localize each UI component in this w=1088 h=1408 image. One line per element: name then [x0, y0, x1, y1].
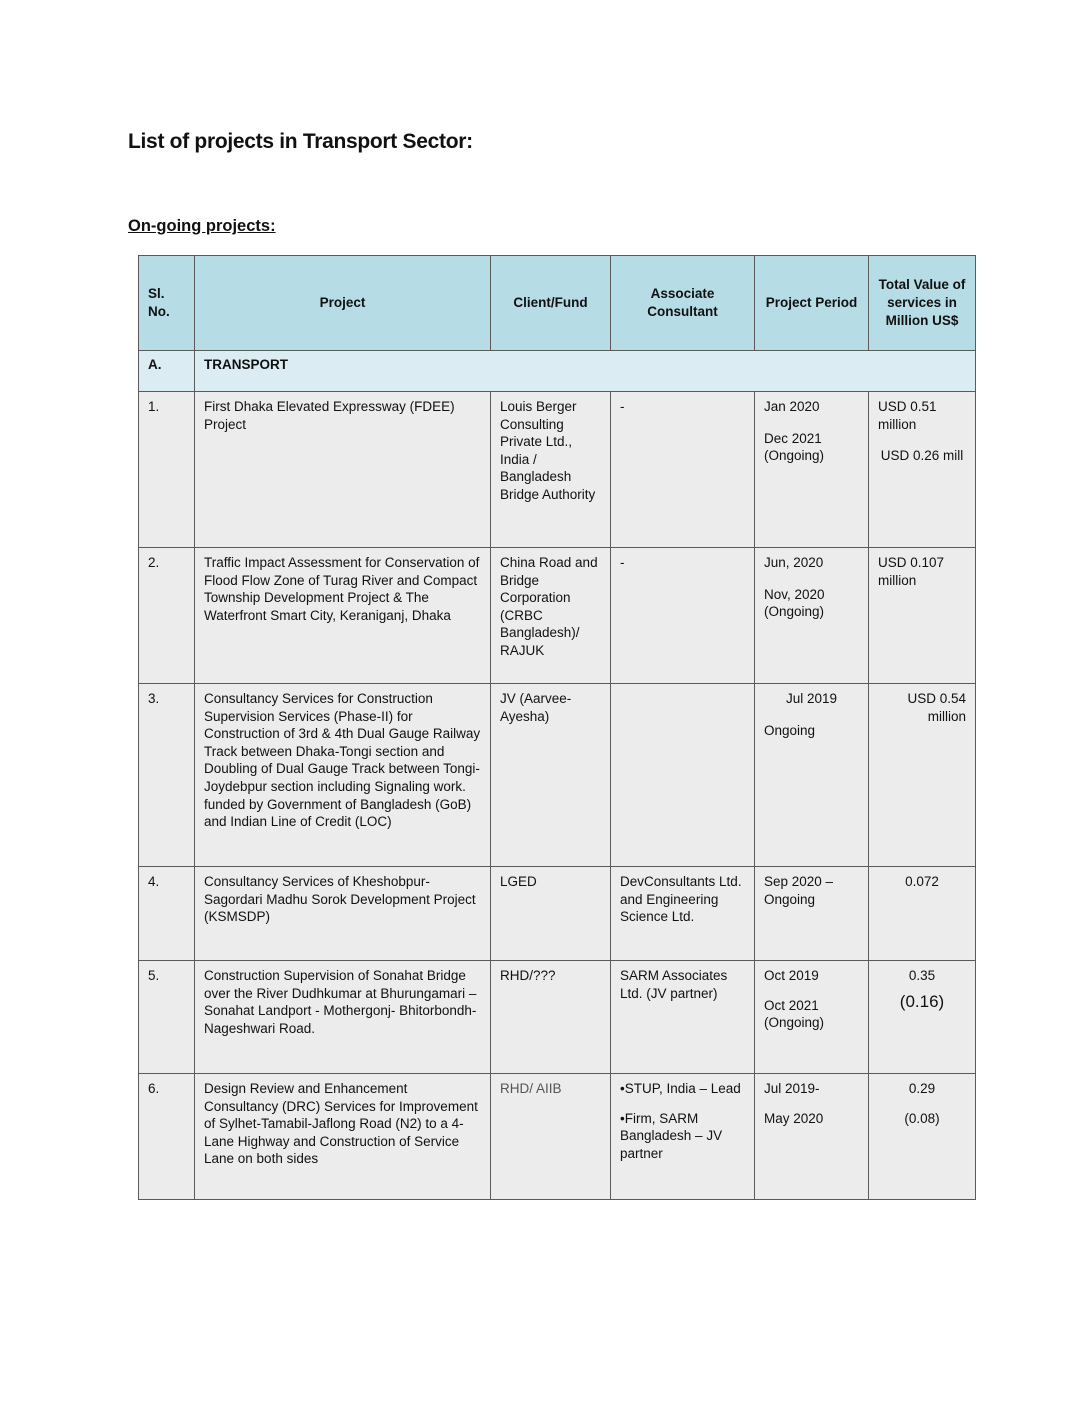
- table-row: [139, 548, 976, 684]
- period-end: Dec 2021 (Ongoing): [764, 430, 825, 464]
- period-start: Jan 2020: [764, 399, 820, 414]
- header-associate-consultant: Associate Consultant: [611, 256, 755, 351]
- row-period: [755, 1074, 869, 1200]
- period-start: Jul 2019-: [764, 1081, 820, 1096]
- value-secondary: (0.08): [904, 1110, 940, 1126]
- row-associate: DevConsultants Ltd. and Engineering Science Ltd.: [611, 867, 755, 961]
- row-sl: 1.: [139, 392, 195, 548]
- row-value: [869, 392, 976, 548]
- projects-table: [138, 255, 976, 1200]
- row-value: USD 0.54 million: [869, 684, 976, 867]
- row-client: LGED: [491, 867, 611, 961]
- table-row: [139, 961, 976, 1074]
- value-primary: USD 0.107 million: [878, 555, 945, 588]
- row-client: RHD/???: [491, 961, 611, 1074]
- row-period: Sep 2020 – Ongoing: [755, 867, 869, 961]
- row-project: Consultancy Services of Kheshobpur-Sagordari Madhu Sorok Development Project (KSMSDP): [195, 867, 491, 961]
- row-period: [755, 684, 869, 867]
- row-associate: SARM Associates Ltd. (JV partner): [611, 961, 755, 1074]
- row-period: [755, 392, 869, 548]
- period-start: Oct 2019: [764, 968, 819, 983]
- value-secondary: (0.16): [899, 991, 945, 1011]
- row-period: [755, 961, 869, 1074]
- row-sl: 6.: [139, 1074, 195, 1200]
- row-associate: [611, 684, 755, 867]
- row-client: RHD/ AIIB: [491, 1074, 611, 1200]
- period-start: Jun, 2020: [764, 555, 824, 570]
- period-end: Oct 2021 (Ongoing): [764, 997, 825, 1031]
- period-end: Nov, 2020 (Ongoing): [764, 586, 825, 620]
- row-associate: -: [611, 548, 755, 684]
- value-secondary: USD 0.26 mill: [880, 448, 964, 464]
- page-title: List of projects in Transport Sector:: [128, 130, 473, 153]
- row-client: China Road and Bridge Corporation (CRBC Bangladesh)/ RAJUK: [491, 548, 611, 684]
- header-total-value: Total Value of services in Million US$: [869, 256, 976, 351]
- table-header-row: [139, 256, 976, 351]
- associate-lead: •STUP, India – Lead: [620, 1081, 741, 1096]
- associate-partner: •Firm, SARM Bangladesh – JV partner: [620, 1110, 723, 1161]
- row-project: Construction Supervision of Sonahat Bridge over the River Dudhkumar at Bhurungamari – Sonahat Landport - Mothergonj- Bhitorbondh- Nageshwari Road.: [195, 961, 491, 1074]
- period-start: Jul 2019: [785, 691, 838, 706]
- value-primary: USD 0.51 million: [878, 399, 937, 432]
- period-end: May 2020: [764, 1110, 824, 1126]
- row-value: [869, 1074, 976, 1200]
- row-sl: 2.: [139, 548, 195, 684]
- row-sl: 4.: [139, 867, 195, 961]
- row-value: [869, 961, 976, 1074]
- section-subtitle: On-going projects:: [128, 217, 276, 235]
- section-row: [139, 351, 976, 392]
- row-associate: [611, 1074, 755, 1200]
- row-project: Design Review and Enhancement Consultancy (DRC) Services for Improvement of Sylhet-Tamabil-Jaflong Road (N2) to a 4-Lane Highway and Construction of Service Lane on both sides: [195, 1074, 491, 1200]
- row-project: First Dhaka Elevated Expressway (FDEE) Project: [195, 392, 491, 548]
- row-project: Consultancy Services for Construction Supervision Services (Phase-II) for Construction of 3rd & 4th Dual Gauge Railway Track between Dhaka-Tongi section and Doubling of Dual Gauge Track between Tongi-Joydebpur section including Signaling work. funded by Government of Bangladesh (GoB) and Indian Line of Credit (LOC): [195, 684, 491, 867]
- header-project: Project: [195, 256, 491, 351]
- table-row: [139, 392, 976, 548]
- row-value: 0.072: [869, 867, 976, 961]
- row-client: Louis Berger Consulting Private Ltd., India / Bangladesh Bridge Authority: [491, 392, 611, 548]
- table-row: [139, 867, 976, 961]
- row-associate: -: [611, 392, 755, 548]
- row-sl: 5.: [139, 961, 195, 1074]
- header-project-period: Project Period: [755, 256, 869, 351]
- table-row: [139, 1074, 976, 1200]
- row-period: [755, 548, 869, 684]
- header-sl-no: Sl. No.: [139, 256, 195, 351]
- period-end: Ongoing: [764, 722, 816, 738]
- value-primary: 0.35: [908, 968, 936, 983]
- row-sl: 3.: [139, 684, 195, 867]
- row-client: JV (Aarvee-Ayesha): [491, 684, 611, 867]
- table-row: [139, 684, 976, 867]
- row-project: Traffic Impact Assessment for Conservation of Flood Flow Zone of Turag River and Compact Township Development Project & The Waterfront Smart City, Keraniganj, Dhaka: [195, 548, 491, 684]
- section-name: TRANSPORT: [195, 351, 976, 392]
- row-value: [869, 548, 976, 684]
- value-primary: 0.29: [908, 1081, 936, 1096]
- header-client-fund: Client/Fund: [491, 256, 611, 351]
- section-code: A.: [139, 351, 195, 392]
